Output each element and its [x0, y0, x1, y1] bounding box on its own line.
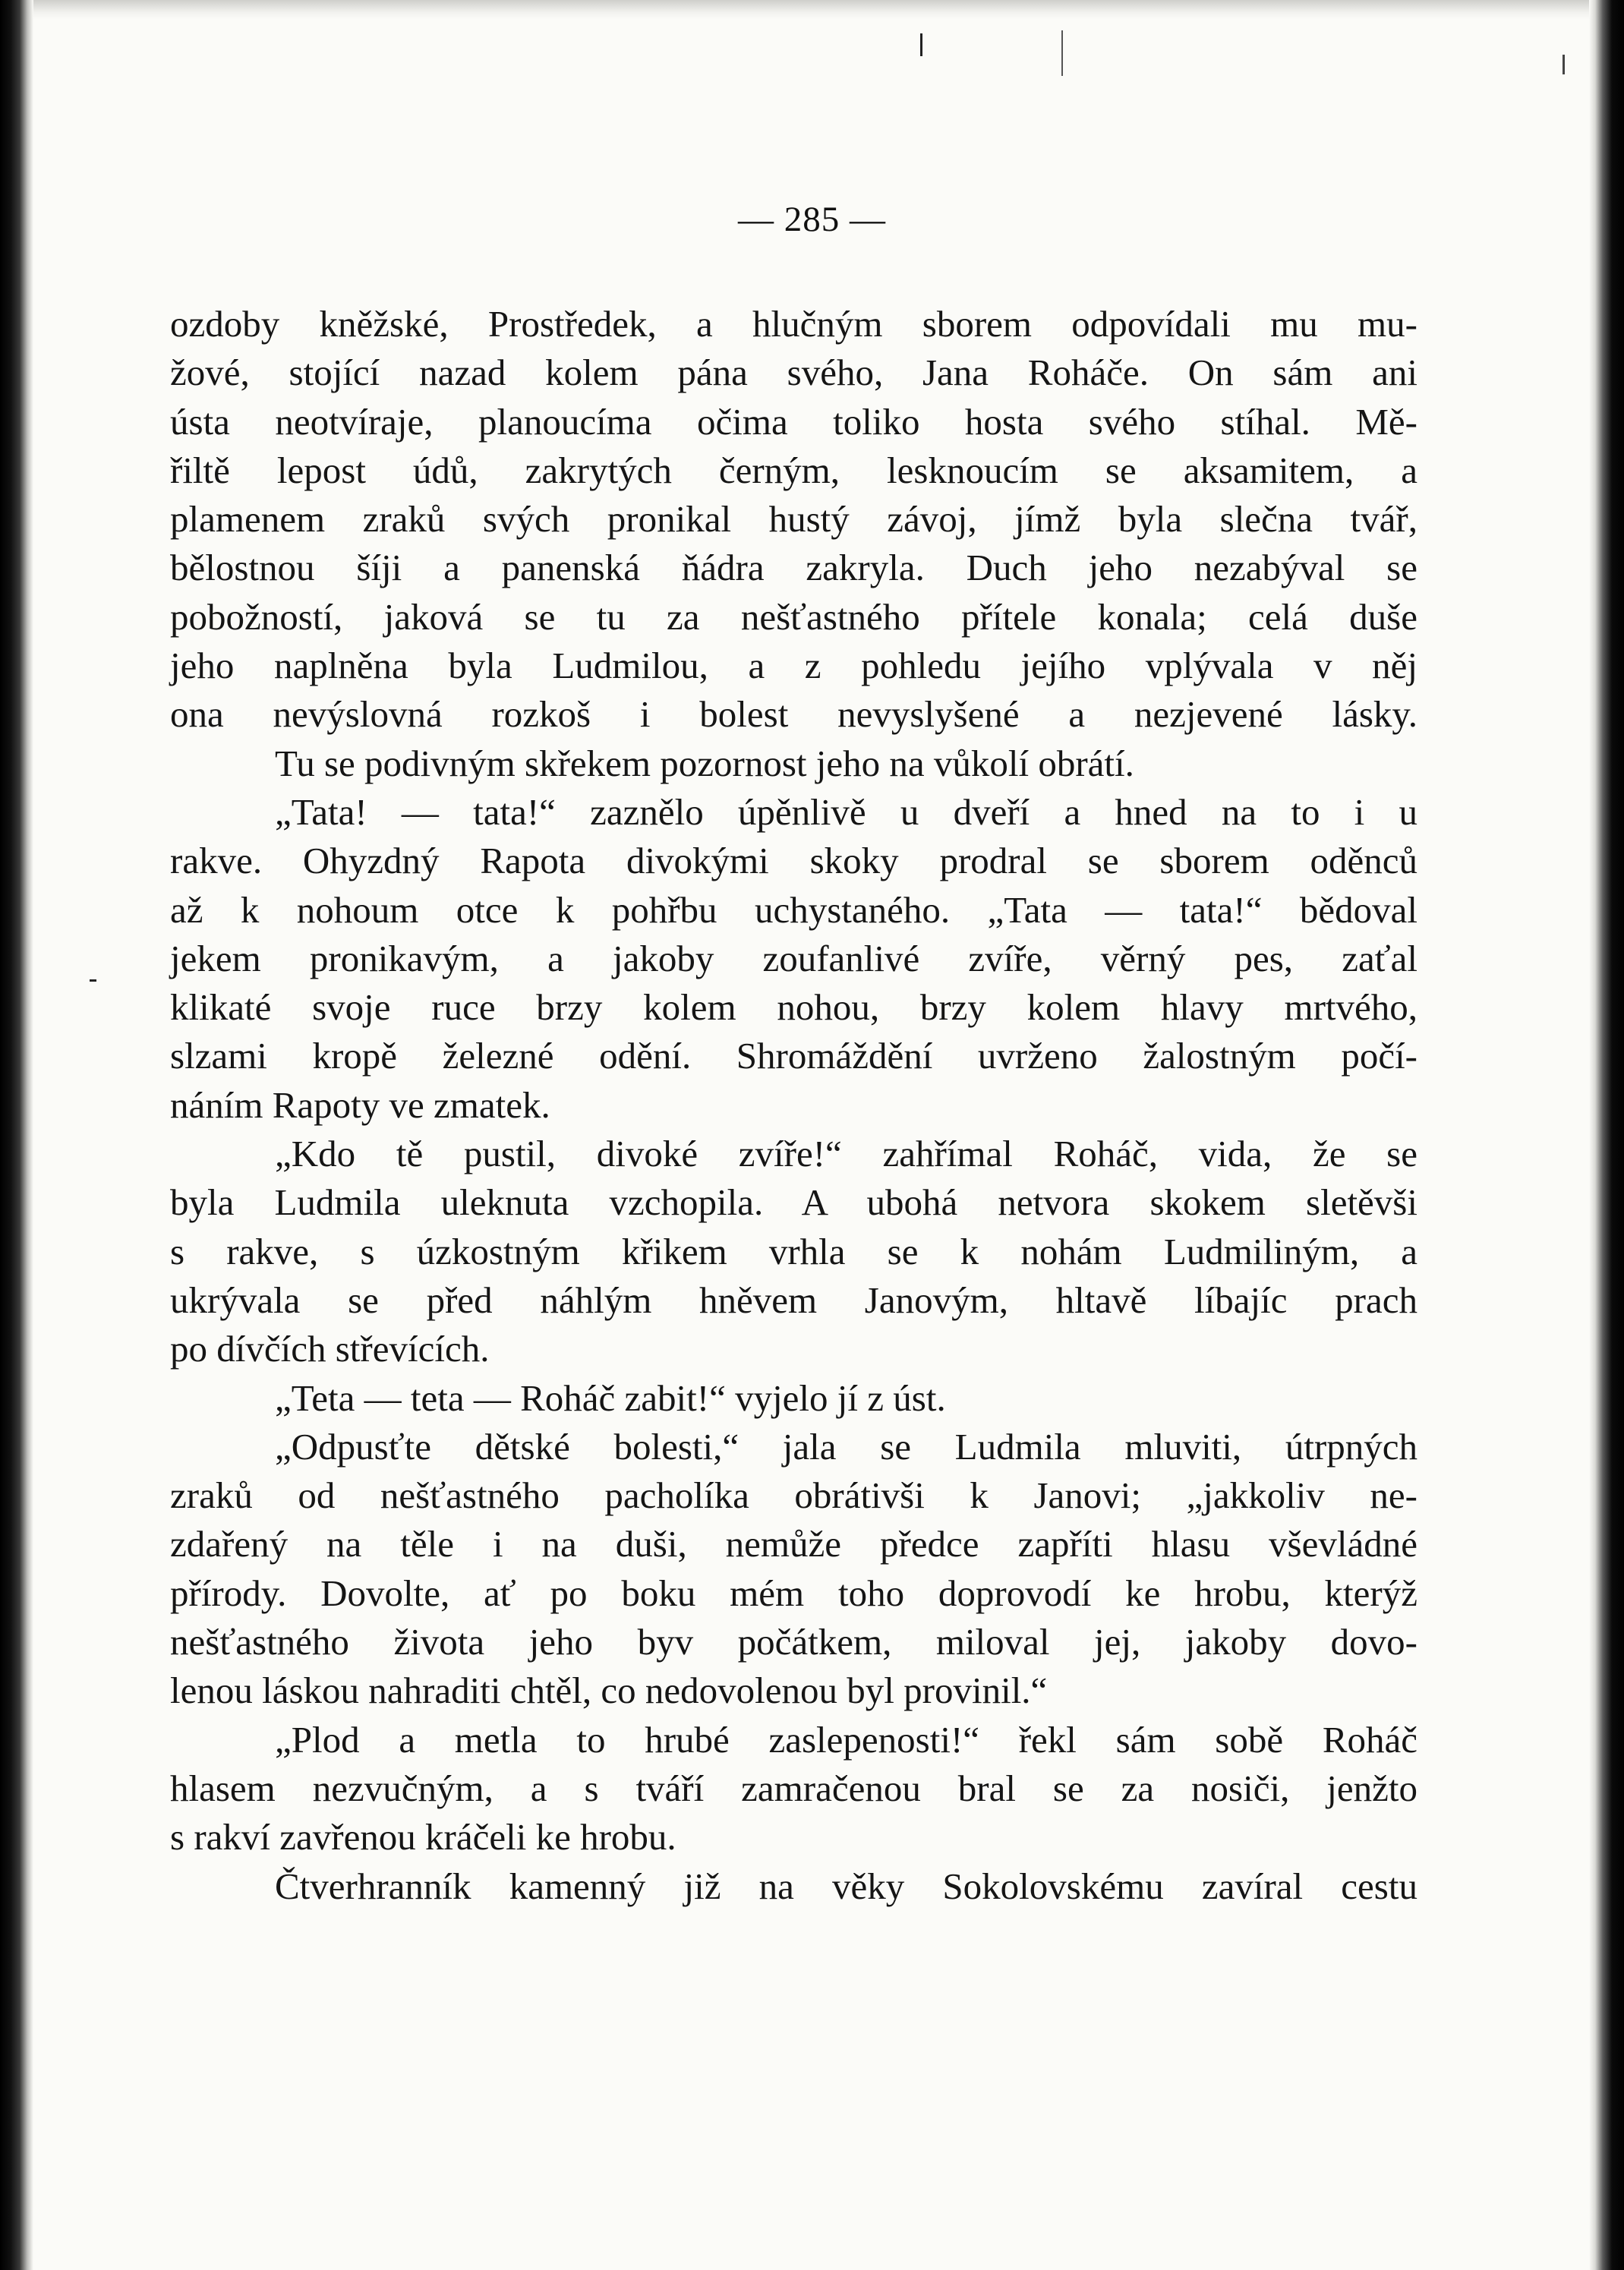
text-line: ukrývala se před náhlým hněvem Janovým, hltavě líbajíc prach [170, 1278, 1417, 1321]
text-line: rakve. Ohyzdný Rapota divokými skoky prodral se sborem oděnců [170, 840, 1417, 882]
text-line: „Tata! — tata!“ zaznělo úpěnlivě u dveří a hned na to i u [275, 790, 1417, 833]
text-line: hlasem nezvučným, a s tváří zamračenou bral se za nosiči, jenžto [170, 1767, 1417, 1809]
scan-speck [1563, 55, 1565, 74]
text-line: Tu se podivným skřekem pozornost jeho na vůkolí obrátí. [275, 742, 1134, 784]
text-line: zraků od nešťastného pacholíka obrátivši k Janovi; „jakkoliv ne- [170, 1474, 1417, 1517]
left-page-edge [0, 0, 33, 2270]
text-line: přírody. Dovolte, ať po boku mém toho doprovodí ke hrobu, kterýž [170, 1572, 1417, 1614]
text-line: až k nohoum otce k pohřbu uchystaného. „Tata — tata!“ bědoval [170, 888, 1417, 931]
text-line: s rakve, s úzkostným křikem vrhla se k nohám Ludmiliným, a [170, 1230, 1417, 1272]
text-line: žové, stojící nazad kolem pána svého, Jana Roháče. On sám ani [170, 352, 1417, 394]
text-line: jeho naplněna byla Ludmilou, a z pohledu jejího vplývala v něj [170, 645, 1417, 687]
text-line: náním Rapoty ve zmatek. [170, 1083, 550, 1126]
text-line: řiltě lepost údů, zakrytých černým, lesknoucím se aksamitem, a [170, 449, 1417, 491]
text-line: slzami kropě železné odění. Shromáždění uvrženo žalostným počí- [170, 1035, 1417, 1077]
text-line: jekem pronikavým, a jakoby zoufanlivé zvíře, věrný pes, zaťal [170, 937, 1417, 979]
scan-speck [1061, 30, 1063, 76]
text-line: „Kdo tě pustil, divoké zvíře!“ zahřímal Roháč, vida, že se [275, 1133, 1417, 1175]
text-line: Čtverhranník kamenný již na věky Sokolovskému zavíral cestu [275, 1865, 1417, 1907]
text-line: ozdoby kněžské, Prostředek, a hlučným sborem odpovídali mu mu- [170, 303, 1417, 345]
scan-speck [90, 979, 96, 982]
text-line: byla Ludmila uleknuta vzchopila. A ubohá netvora skokem sletěvši [170, 1181, 1417, 1224]
text-line: po dívčích střevících. [170, 1328, 490, 1370]
text-line: lenou láskou nahraditi chtěl, co nedovolenou byl provinil.“ [170, 1669, 1048, 1712]
text-line: zdařený na těle i na duši, nemůže předce zapříti hlasu vševládné [170, 1523, 1417, 1565]
body-text [170, 300, 1417, 1911]
text-line: klikaté svoje ruce brzy kolem nohou, brzy kolem hlavy mrtvého, [170, 986, 1417, 1029]
right-page-edge [1589, 0, 1624, 2270]
text-line: pobožností, jaková se tu za nešťastného přítele konala; celá duše [170, 595, 1417, 638]
scan-speck [920, 33, 922, 56]
page-number: — 285 — [738, 200, 886, 239]
text-line: bělostnou šíji a panenská ňádra zakryla. Duch jeho nezabýval se [170, 547, 1417, 589]
text-line: plamenem zraků svých pronikal hustý závoj, jímž byla slečna tvář, [170, 498, 1417, 541]
text-line: s rakví zavřenou kráčeli ke hrobu. [170, 1816, 676, 1859]
top-page-edge [0, 0, 1624, 20]
text-line: ústa neotvíraje, planoucíma očima toliko hosta svého stíhal. Mě- [170, 400, 1417, 443]
text-line: „Odpusťte dětské bolesti,“ jala se Ludmila mluviti, útrpných [275, 1425, 1417, 1468]
text-line: ona nevýslovná rozkoš i bolest nevyslyšené a nezjevené lásky. [170, 693, 1417, 736]
text-line: „Plod a metla to hrubé zaslepenosti!“ řekl sám sobě Roháč [275, 1718, 1417, 1761]
text-line: nešťastného života jeho byv počátkem, miloval jej, jakoby dovo- [170, 1621, 1417, 1663]
text-line: „Teta — teta — Roháč zabit!“ vyjelo jí z úst. [275, 1376, 946, 1419]
